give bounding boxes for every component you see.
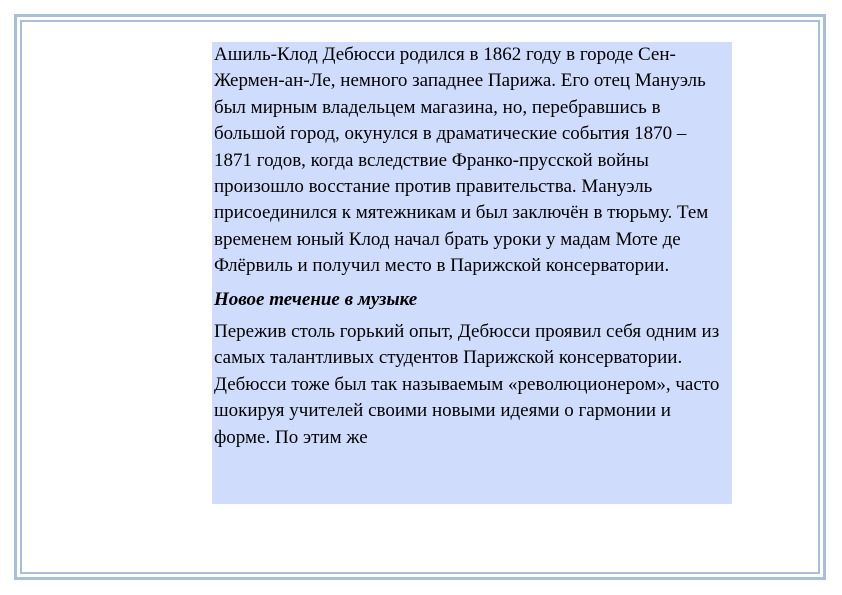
article-text-box[interactable] (212, 42, 732, 504)
article-paragraph-2: Пережив столь горький опыт, Дебюсси проявил себя одним из самых талантливых студентов Парижской консерватории. Дебюсси тоже был так называемым «революционером», часто шокируя учителей своими новыми идеями о гармонии и форме. По этим же (214, 321, 720, 448)
article-subheading: Новое течение в музыке (214, 288, 418, 310)
article-paragraph-1: Ашиль-Клод Дебюсси родился в 1862 году в городе Сен-Жермен-ан-Ле, немного западнее Парижа. Его отец Мануэль был мирным владельцем магазина, но, перебравшись в большой город, окунулся в драматические события 1870 – 1871 годов, когда вследствие Франко-прусской войны произошло восстание против правительства. Мануэль присоединился к мятежникам и был заключён в тюрьму. Тем временем юный Клод начал брать уроки у мадам Моте де Флёрвиль и получил место в Парижской консерватории. (214, 44, 709, 277)
